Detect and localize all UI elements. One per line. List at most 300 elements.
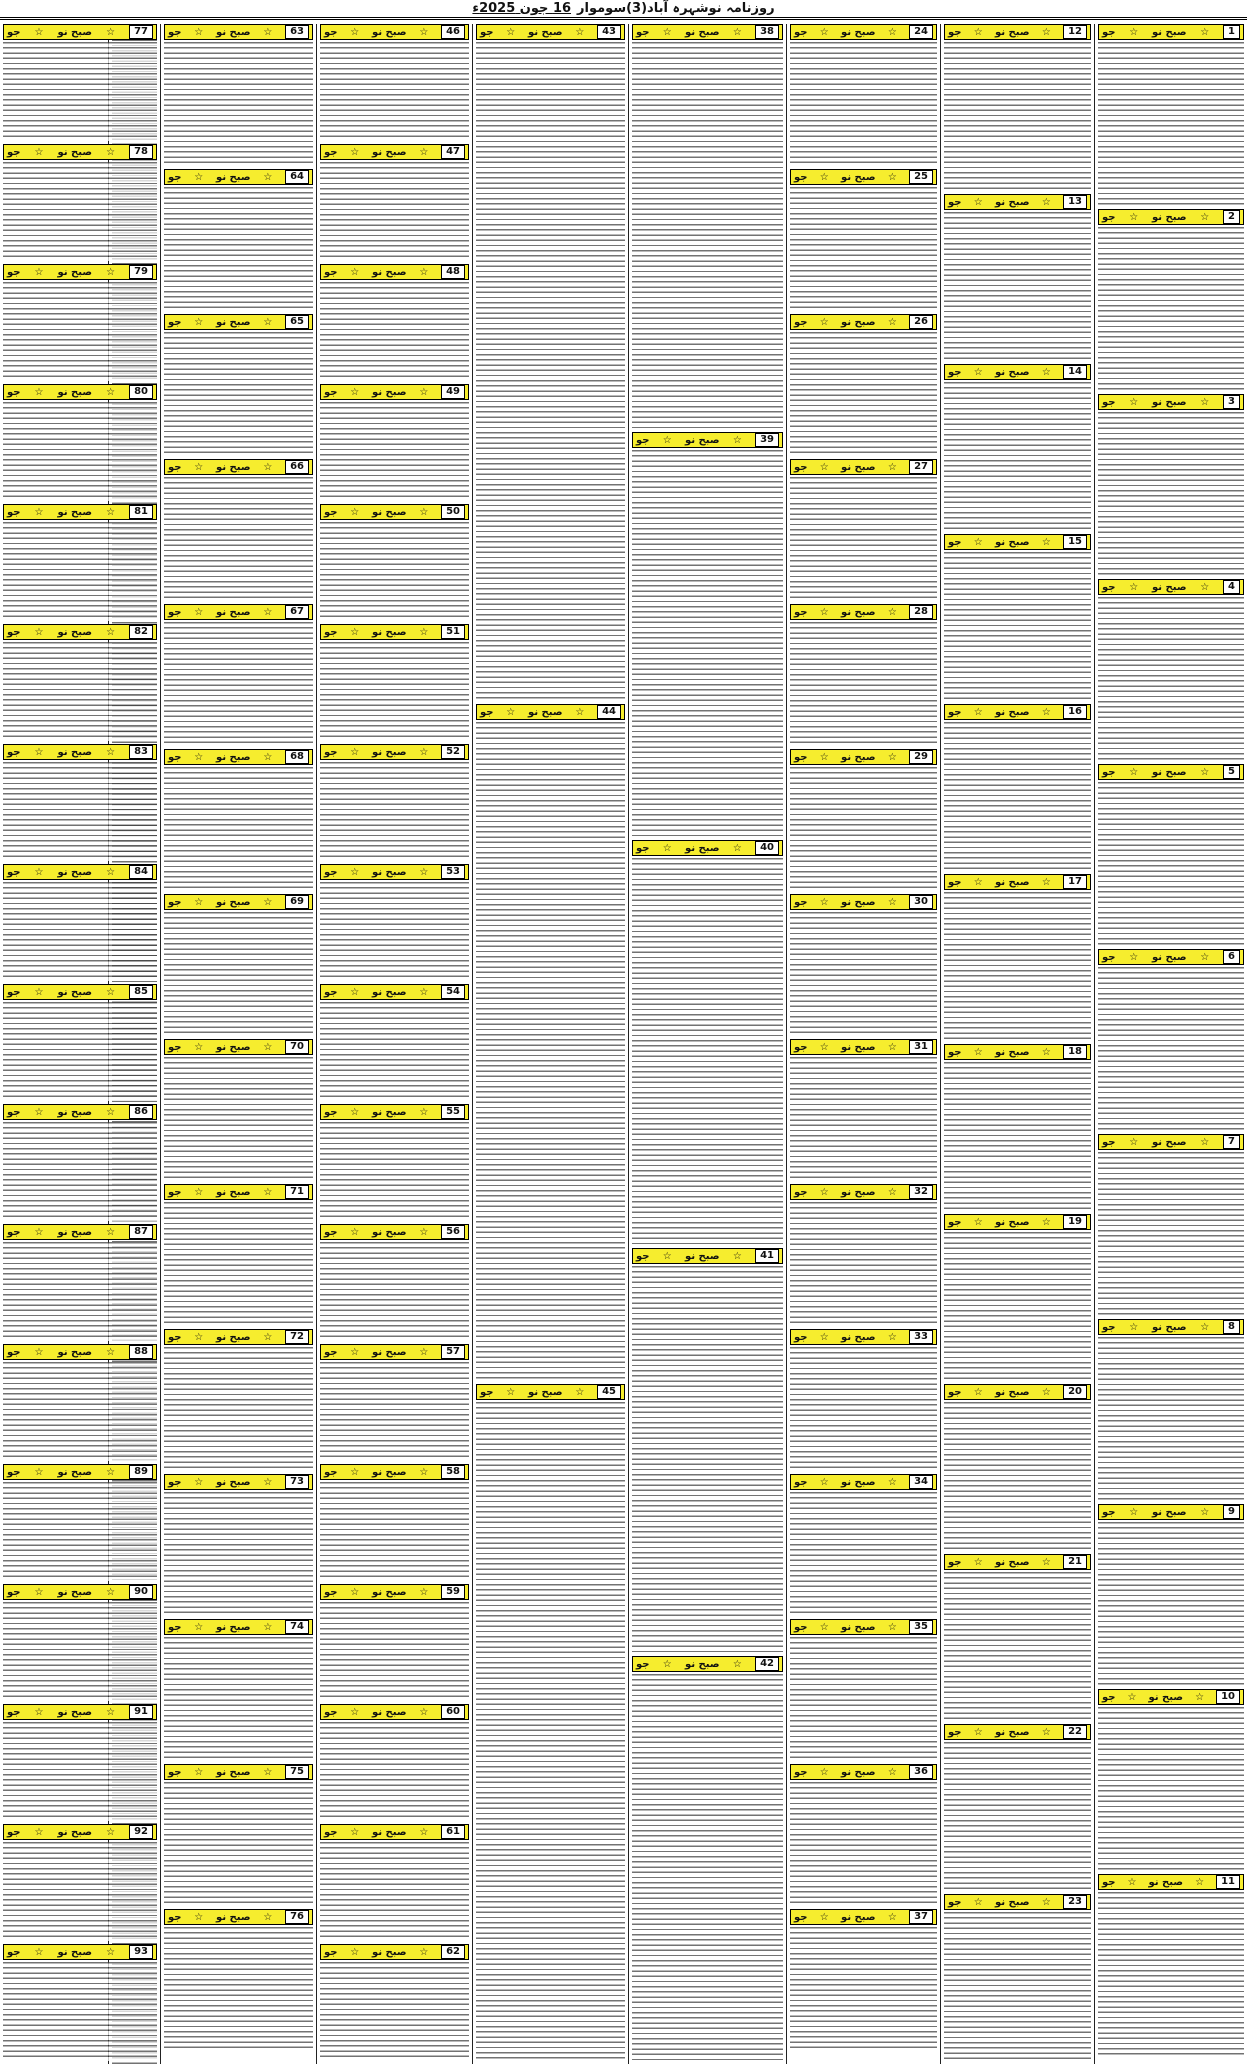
ad-tag: جو <box>948 536 962 548</box>
ad-tag: جو <box>324 1586 338 1598</box>
ad-number: 33 <box>909 1330 933 1344</box>
ad-tag: جو <box>794 26 808 38</box>
classified-ad <box>790 749 937 891</box>
ad-label: صبح نو <box>372 146 407 158</box>
classified-ad <box>3 624 157 741</box>
ad-tag: جو <box>636 1250 650 1262</box>
ad-header-strip <box>320 1944 469 1960</box>
star-icon: ☆ <box>106 506 116 518</box>
ad-header-strip <box>3 1584 157 1600</box>
ad-text-block <box>3 642 157 741</box>
ad-number: 31 <box>909 1040 933 1054</box>
ad-tag: جو <box>168 1331 182 1343</box>
ad-number: 70 <box>285 1040 309 1054</box>
classified-ad <box>1098 1504 1244 1686</box>
ad-label: صبح نو <box>57 626 93 638</box>
ad-header-strip <box>944 1044 1091 1060</box>
ad-tag: جو <box>168 1621 182 1633</box>
ad-header-strip <box>164 1039 313 1055</box>
star-icon: ☆ <box>34 266 44 278</box>
ad-header-strip <box>944 704 1091 720</box>
classified-ad <box>320 1224 469 1341</box>
ad-header-strip <box>1098 1319 1244 1335</box>
classified-ad <box>1098 24 1244 206</box>
classified-ad <box>1098 209 1244 391</box>
classified-ad <box>944 364 1091 531</box>
classified-ad <box>1098 764 1244 946</box>
classified-ad <box>944 1044 1091 1211</box>
classified-ad <box>632 840 783 1245</box>
ad-text-block <box>1098 967 1244 1131</box>
ad-label: صبح نو <box>57 26 93 38</box>
ad-label: صبح نو <box>372 1946 407 1958</box>
star-icon: ☆ <box>1041 876 1051 888</box>
ad-header-strip <box>944 534 1091 550</box>
classified-ad <box>320 384 469 501</box>
star-icon: ☆ <box>194 751 204 763</box>
ad-header-strip <box>944 1384 1091 1400</box>
star-icon: ☆ <box>419 986 429 998</box>
ad-column <box>786 24 940 2064</box>
ad-number: 42 <box>755 1657 779 1671</box>
classified-ad <box>476 1384 625 2061</box>
ad-header-strip <box>790 314 937 330</box>
ad-number: 89 <box>129 1465 153 1479</box>
ad-tag: جو <box>324 1466 338 1478</box>
ad-label: صبح نو <box>57 1466 93 1478</box>
ad-label: صبح نو <box>57 266 93 278</box>
star-icon: ☆ <box>263 171 273 183</box>
ad-number: 8 <box>1223 1320 1240 1334</box>
ad-label: صبح نو <box>216 26 251 38</box>
ad-text-block <box>790 1637 937 1761</box>
ad-header-strip <box>790 459 937 475</box>
ad-label: صبح نو <box>372 1586 407 1598</box>
ad-header-strip <box>320 1104 469 1120</box>
ad-header-strip <box>476 704 625 720</box>
ad-tag: جو <box>1102 396 1116 408</box>
ad-header-strip <box>164 604 313 620</box>
ad-label: صبح نو <box>372 1466 407 1478</box>
ad-text-block <box>790 187 937 311</box>
ad-number: 73 <box>285 1475 309 1489</box>
ad-tag: جو <box>948 1386 962 1398</box>
ad-header-strip <box>320 864 469 880</box>
ad-text-block <box>1098 227 1244 391</box>
ad-header-strip <box>320 1464 469 1480</box>
ad-label: صبح نو <box>372 386 407 398</box>
ad-tag: جو <box>7 1826 21 1838</box>
ad-number: 79 <box>129 265 153 279</box>
star-icon: ☆ <box>819 26 829 38</box>
ad-number: 53 <box>441 865 465 879</box>
star-icon: ☆ <box>1129 1506 1139 1518</box>
classified-ad <box>164 1909 313 2051</box>
star-icon: ☆ <box>419 26 429 38</box>
ad-tag: جو <box>794 606 808 618</box>
classified-ad <box>164 749 313 891</box>
star-icon: ☆ <box>194 1041 204 1053</box>
ad-tag: جو <box>1102 211 1116 223</box>
ad-header-strip <box>790 169 937 185</box>
star-icon: ☆ <box>419 266 429 278</box>
star-icon: ☆ <box>194 1186 204 1198</box>
ad-text-block <box>790 477 937 601</box>
classified-ad <box>164 894 313 1036</box>
ad-tag: جو <box>794 1331 808 1343</box>
ad-label: صبح نو <box>216 751 251 763</box>
ad-header-strip <box>3 264 157 280</box>
ad-text-block <box>944 1402 1091 1551</box>
star-icon: ☆ <box>34 1466 44 1478</box>
ad-label: صبح نو <box>57 1346 93 1358</box>
ad-label: صبح نو <box>372 1706 407 1718</box>
ad-header-strip <box>320 24 469 40</box>
ad-text-block <box>1098 412 1244 576</box>
ad-label: صبح نو <box>216 1766 251 1778</box>
ad-text-block <box>790 1202 937 1326</box>
star-icon: ☆ <box>973 706 983 718</box>
classified-ad <box>3 1584 157 1701</box>
ad-header-strip <box>3 504 157 520</box>
ad-label: صبح نو <box>216 171 251 183</box>
star-icon: ☆ <box>419 1946 429 1958</box>
star-icon: ☆ <box>350 1466 360 1478</box>
classified-ad <box>3 1224 157 1341</box>
ad-tag: جو <box>948 1556 962 1568</box>
star-icon: ☆ <box>887 171 897 183</box>
classified-ad <box>944 534 1091 701</box>
ad-text-block <box>1098 1522 1244 1686</box>
ad-text-block <box>632 1266 783 1653</box>
classified-ad <box>790 1619 937 1761</box>
ad-header-strip <box>790 749 937 765</box>
star-icon: ☆ <box>1129 951 1139 963</box>
ad-number: 56 <box>441 1225 465 1239</box>
ad-tag: جو <box>636 26 650 38</box>
ad-number: 11 <box>1216 1875 1240 1889</box>
ad-number: 59 <box>441 1585 465 1599</box>
ad-text-block <box>164 1057 313 1181</box>
ad-number: 55 <box>441 1105 465 1119</box>
star-icon: ☆ <box>819 1911 829 1923</box>
classified-ad <box>3 984 157 1101</box>
ad-number: 63 <box>285 25 309 39</box>
star-icon: ☆ <box>106 386 116 398</box>
ad-number: 40 <box>755 841 779 855</box>
ad-text-block <box>944 382 1091 531</box>
ad-tag: جو <box>7 1226 21 1238</box>
classified-ad <box>3 1824 157 1941</box>
star-icon: ☆ <box>194 1476 204 1488</box>
classified-ad <box>164 604 313 746</box>
classified-ad <box>164 1619 313 1761</box>
ad-label: صبح نو <box>995 1556 1030 1568</box>
ad-number: 20 <box>1063 1385 1087 1399</box>
ad-tag: جو <box>7 26 21 38</box>
classified-ad <box>320 864 469 981</box>
ad-label: صبح نو <box>57 1226 93 1238</box>
ad-header-strip <box>164 1474 313 1490</box>
ad-number: 47 <box>441 145 465 159</box>
ad-text-block <box>790 42 937 166</box>
ad-header-strip <box>476 24 625 40</box>
ad-tag: جو <box>7 1946 21 1958</box>
star-icon: ☆ <box>1200 951 1210 963</box>
ad-text-block <box>3 522 157 621</box>
star-icon: ☆ <box>106 1346 116 1358</box>
ad-label: صبح نو <box>841 1331 876 1343</box>
ad-header-strip <box>790 604 937 620</box>
ad-label: صبح نو <box>372 1106 407 1118</box>
ad-header-strip <box>1098 394 1244 410</box>
star-icon: ☆ <box>1041 1896 1051 1908</box>
ad-text-block <box>790 1782 937 1906</box>
ad-label: صبح نو <box>995 1726 1030 1738</box>
ad-label: صبح نو <box>995 876 1030 888</box>
ad-label: صبح نو <box>685 842 720 854</box>
ad-label: صبح نو <box>216 1476 251 1488</box>
ad-text-block <box>1098 782 1244 946</box>
classified-ad <box>164 1329 313 1471</box>
ad-text-block <box>790 1492 937 1616</box>
ad-number: 22 <box>1063 1725 1087 1739</box>
ad-tag: جو <box>7 386 21 398</box>
star-icon: ☆ <box>887 26 897 38</box>
ad-text-block <box>632 450 783 837</box>
ad-header-strip <box>3 1704 157 1720</box>
ad-number: 3 <box>1223 395 1240 409</box>
star-icon: ☆ <box>419 1826 429 1838</box>
ad-tag: جو <box>168 461 182 473</box>
ad-tag: جو <box>7 866 21 878</box>
ad-header-strip <box>944 1214 1091 1230</box>
classified-ad <box>1098 1134 1244 1316</box>
ad-text-block <box>320 162 469 261</box>
star-icon: ☆ <box>1200 581 1210 593</box>
star-icon: ☆ <box>662 842 672 854</box>
ad-tag: جو <box>168 1766 182 1778</box>
ad-header-strip <box>944 874 1091 890</box>
ad-text-block <box>944 1572 1091 1721</box>
ad-text-block <box>790 912 937 1036</box>
star-icon: ☆ <box>887 1621 897 1633</box>
classified-ad <box>790 459 937 601</box>
classified-ad <box>632 1248 783 1653</box>
ad-text-block <box>1098 1152 1244 1316</box>
ad-number: 26 <box>909 315 933 329</box>
star-icon: ☆ <box>819 606 829 618</box>
star-icon: ☆ <box>263 26 273 38</box>
ad-tag: جو <box>794 1911 808 1923</box>
ad-number: 72 <box>285 1330 309 1344</box>
ad-header-strip <box>320 624 469 640</box>
ad-label: صبح نو <box>995 1216 1030 1228</box>
star-icon: ☆ <box>350 26 360 38</box>
star-icon: ☆ <box>732 842 742 854</box>
star-icon: ☆ <box>1041 1556 1051 1568</box>
ad-tag: جو <box>794 316 808 328</box>
ad-label: صبح نو <box>57 386 93 398</box>
ad-label: صبح نو <box>995 366 1030 378</box>
ad-label: صبح نو <box>1152 1321 1187 1333</box>
star-icon: ☆ <box>819 1766 829 1778</box>
ad-text-block <box>320 1242 469 1341</box>
star-icon: ☆ <box>350 506 360 518</box>
ad-label: صبح نو <box>57 866 93 878</box>
ad-label: صبح نو <box>995 1386 1030 1398</box>
ad-tag: جو <box>7 1586 21 1598</box>
ad-label: صبح نو <box>841 896 876 908</box>
ad-label: صبح نو <box>685 26 720 38</box>
ad-number: 75 <box>285 1765 309 1779</box>
ad-tag: جو <box>480 1386 494 1398</box>
ad-tag: جو <box>324 26 338 38</box>
ad-header-strip <box>944 24 1091 40</box>
ad-header-strip <box>632 1248 783 1264</box>
ad-tag: جو <box>7 506 21 518</box>
star-icon: ☆ <box>1200 211 1210 223</box>
star-icon: ☆ <box>819 896 829 908</box>
star-icon: ☆ <box>819 1041 829 1053</box>
star-icon: ☆ <box>1041 536 1051 548</box>
ad-tag: جو <box>948 1046 962 1058</box>
ad-label: صبح نو <box>372 1346 407 1358</box>
ad-text-block <box>320 1482 469 1581</box>
star-icon: ☆ <box>106 26 116 38</box>
classified-ad <box>632 1656 783 2061</box>
classified-ad <box>164 1184 313 1326</box>
star-icon: ☆ <box>263 461 273 473</box>
star-icon: ☆ <box>419 506 429 518</box>
star-icon: ☆ <box>263 896 273 908</box>
star-icon: ☆ <box>263 751 273 763</box>
star-icon: ☆ <box>887 1476 897 1488</box>
ad-text-block <box>320 1002 469 1101</box>
ad-number: 19 <box>1063 1215 1087 1229</box>
ad-label: صبح نو <box>57 1826 93 1838</box>
ad-tag: جو <box>794 751 808 763</box>
ad-label: صبح نو <box>841 316 876 328</box>
ad-text-block <box>3 1122 157 1221</box>
ad-tag: جو <box>948 876 962 888</box>
star-icon: ☆ <box>1041 26 1051 38</box>
classified-ad <box>3 864 157 981</box>
star-icon: ☆ <box>194 26 204 38</box>
ad-tag: جو <box>324 146 338 158</box>
ad-label: صبح نو <box>1152 581 1187 593</box>
ad-text-block <box>3 162 157 261</box>
ad-tag: جو <box>794 1766 808 1778</box>
ad-number: 58 <box>441 1465 465 1479</box>
star-icon: ☆ <box>263 1476 273 1488</box>
ad-number: 74 <box>285 1620 309 1634</box>
star-icon: ☆ <box>419 1346 429 1358</box>
ad-tag: جو <box>948 706 962 718</box>
ad-tag: جو <box>794 896 808 908</box>
star-icon: ☆ <box>732 1658 742 1670</box>
star-icon: ☆ <box>887 461 897 473</box>
ad-header-strip <box>790 1329 937 1345</box>
ad-text-block <box>790 1347 937 1471</box>
ad-number: 64 <box>285 170 309 184</box>
star-icon: ☆ <box>350 146 360 158</box>
star-icon: ☆ <box>350 1586 360 1598</box>
classified-ad <box>790 314 937 456</box>
ad-tag: جو <box>168 26 182 38</box>
ad-text-block <box>3 762 157 861</box>
ad-text-block <box>3 1242 157 1341</box>
star-icon: ☆ <box>106 1586 116 1598</box>
ad-tag: جو <box>1102 581 1116 593</box>
classified-ad <box>1098 949 1244 1131</box>
classified-ad <box>320 144 469 261</box>
ad-text-block <box>164 1782 313 1906</box>
ad-number: 10 <box>1216 1690 1240 1704</box>
star-icon: ☆ <box>506 706 516 718</box>
ad-label: صبح نو <box>1148 1691 1184 1703</box>
ad-text-block <box>3 1602 157 1701</box>
ad-label: صبح نو <box>57 1586 93 1598</box>
ad-tag: جو <box>7 746 21 758</box>
classified-ad <box>944 194 1091 361</box>
ad-tag: جو <box>948 366 962 378</box>
ad-label: صبح نو <box>216 1186 251 1198</box>
ad-tag: جو <box>1102 26 1116 38</box>
star-icon: ☆ <box>973 1216 983 1228</box>
ad-header-strip <box>164 314 313 330</box>
ad-header-strip <box>790 1764 937 1780</box>
ad-column <box>940 24 1094 2064</box>
ad-text-block <box>164 622 313 746</box>
ad-number: 15 <box>1063 535 1087 549</box>
star-icon: ☆ <box>350 746 360 758</box>
ad-number: 67 <box>285 605 309 619</box>
star-icon: ☆ <box>34 1586 44 1598</box>
classified-ad <box>790 894 937 1036</box>
ad-number: 27 <box>909 460 933 474</box>
star-icon: ☆ <box>973 1046 983 1058</box>
ad-header-strip <box>164 1909 313 1925</box>
star-icon: ☆ <box>1129 26 1139 38</box>
ad-text-block <box>320 522 469 621</box>
star-icon: ☆ <box>819 316 829 328</box>
ad-header-strip <box>1098 24 1244 40</box>
newspaper-header <box>0 0 1247 20</box>
classified-ad <box>944 1724 1091 1891</box>
ad-number: 13 <box>1063 195 1087 209</box>
classified-ad <box>1098 579 1244 761</box>
ad-tag: جو <box>1102 951 1116 963</box>
star-icon: ☆ <box>34 746 44 758</box>
star-icon: ☆ <box>34 1706 44 1718</box>
ad-header-strip <box>3 144 157 160</box>
ad-number: 32 <box>909 1185 933 1199</box>
ad-header-strip <box>164 1184 313 1200</box>
ad-text-block <box>790 622 937 746</box>
star-icon: ☆ <box>662 26 672 38</box>
classified-ad <box>790 24 937 166</box>
ad-header-strip <box>1098 949 1244 965</box>
ad-number: 30 <box>909 895 933 909</box>
ad-number: 92 <box>129 1825 153 1839</box>
ad-tag: جو <box>948 26 962 38</box>
ad-number: 87 <box>129 1225 153 1239</box>
star-icon: ☆ <box>106 1826 116 1838</box>
star-icon: ☆ <box>263 1911 273 1923</box>
star-icon: ☆ <box>819 751 829 763</box>
ad-column <box>0 24 160 2064</box>
